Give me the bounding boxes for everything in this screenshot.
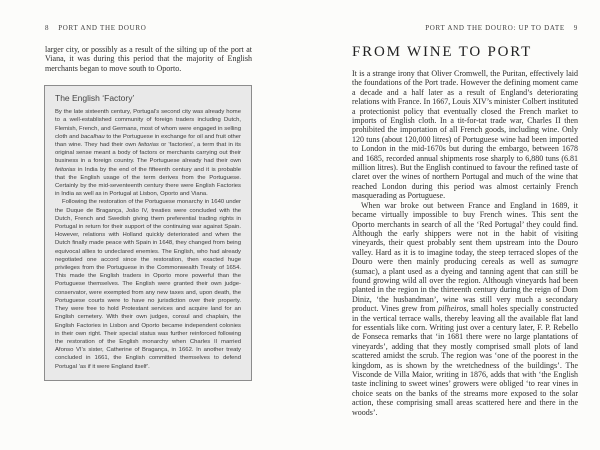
left-header-title: PORT AND THE DOURO (58, 24, 147, 32)
intro-paragraph: larger city, or possibly as a result of the silting up of the port at Viana, it was during this period that the majority of English merchants began to move south to Oporto. (45, 45, 252, 73)
right-running-header (352, 24, 578, 32)
chapter-heading: FROM WINE TO PORT (352, 44, 533, 60)
left-page-number: 8 (45, 24, 50, 32)
right-page (352, 24, 578, 417)
body-paragraph: When war broke out between France and England in 1689, it became virtually impossible to buy French wines. This sent the Oporto merchants in search of all the ‘Red Portugal’ they could find. Although the early shippers were not in the habit of visiting vineyards, their quest probably sent them upstream into the Douro valley. Hard as it is to imagine today, the steep terraced slopes of the Douro were then mainly producing cereals as well as sumagre (sumac), a plant used as a dyeing and tanning agent that can still be found growing wild all over the region. Although vineyards had been planted in the region in the thirteenth century during the reign of Dom Diniz, ‘the husbandman’, wine was still very much a secondary product. Vines grew from pilheiros, small holes specially constructed in the vertical terrace walls, thereby leaving all the available flat land for essentials like corn. Writing just over a century later, F. P. Rebello de Fonseca remarks that ‘in 1681 there were no large plantations of vineyards’, adding that they mostly comprised small plots of land scattered amidst the scrub. The region was ‘one of the poorest in the kingdom, as is shown by the wretchedness of the buildings’. The Visconde de Villa Maior, writing in 1876, adds that with ‘the English taste inclining to sweet wines’ growers were obliged ‘to rear vines in choice seats on the banks of the streams more exposed to the solar action, these comprising small areas scattered here and there in the woods’. (352, 200, 578, 417)
box-title: The English ‘Factory’ (55, 93, 135, 104)
sidebar-box-english-factory (44, 85, 252, 381)
right-page-number: 9 (573, 24, 578, 32)
box-paragraph: By the late sixteenth century, Portugal’s second city was already home to a well-established community of foreign traders including Dutch, Flemish, French, and Germans, most of whom were engaged in selling cloth and bacalhau to the Portuguese in exchange for oil and fruit other than wine. They had their own feitorias or ‘factories’, a term that in its original sense meant a body of factors or merchants carrying out their business in a foreign country. The Portuguese already had their own feitorias in India by the end of the fifteenth century and it is probable that the English usage of the term derives from the Portuguese. Certainly by the mid-seventeenth century there were English Factories in India as well as in Portugal at Lisbon, Oporto and Viana. (55, 109, 242, 198)
body-paragraph: It is a strange irony that Oliver Cromwell, the Puritan, effectively laid the foundations of the Port trade. However the defining moment came a decade and a half later as a result of England’s deteriorating relations with France. In 1667, Louis XIV’s minister Colbert instituted a protectionist policy that eventually closed the French market to imports of English cloth. In a tit-for-tat trade war, Charles II then prohibited the importation of all French goods, including wine. Only 120 tuns (about 120,000 litres) of Portuguese wine had been imported to London in the mid-1670s but during the embargo, between 1678 and 1685, recorded annual shipments rose sharply to 6,880 tuns (6.81 million litres). But the English continued to favour the refined taste of claret over the wines of northern Portugal and much of the wine that reached London during this period was almost certainly French masquerading as Portuguese. (352, 69, 578, 201)
left-running-header (45, 24, 252, 32)
left-page (45, 24, 252, 381)
box-paragraph: Following the restoration of the Portuguese monarchy in 1640 under the Duque de Bragança, João IV, treaties were concluded with the Dutch, French and Swedish giving them preferential trading rights in Portugal in return for their support of the continuing war against Spain. However, relations with Holland quickly deteriorated and when the Dutch finally made peace with Spain in 1648, they changed from being equivocal allies to undeclared enemies. The English, who had already negotiated one accord since the restoration, then exacted huge privileges from the Portuguese in the Commonwealth Treaty of 1654. This made the English traders in Oporto more powerful than the Portuguese themselves. The English were granted their own judge-conservator, were exempted from any new taxes and, upon death, the Portuguese courts were to have no jurisdiction over their property. They were free to hold Protestant services and acquire land for an English cemetery. With their own judges, consul and chaplain, the English Factories in Lisbon and Oporto became independent colonies in their own right. Their special status was further reinforced following the restoration of the English monarchy when Charles II married Afonso VI’s sister, Catherine of Bragança, in 1662. In another treaty concluded in 1661, the English committed themselves to defend Portugal ‘as if it were England itself’. (55, 199, 241, 370)
right-header-title: PORT AND THE DOURO: UP TO DATE (425, 24, 565, 32)
